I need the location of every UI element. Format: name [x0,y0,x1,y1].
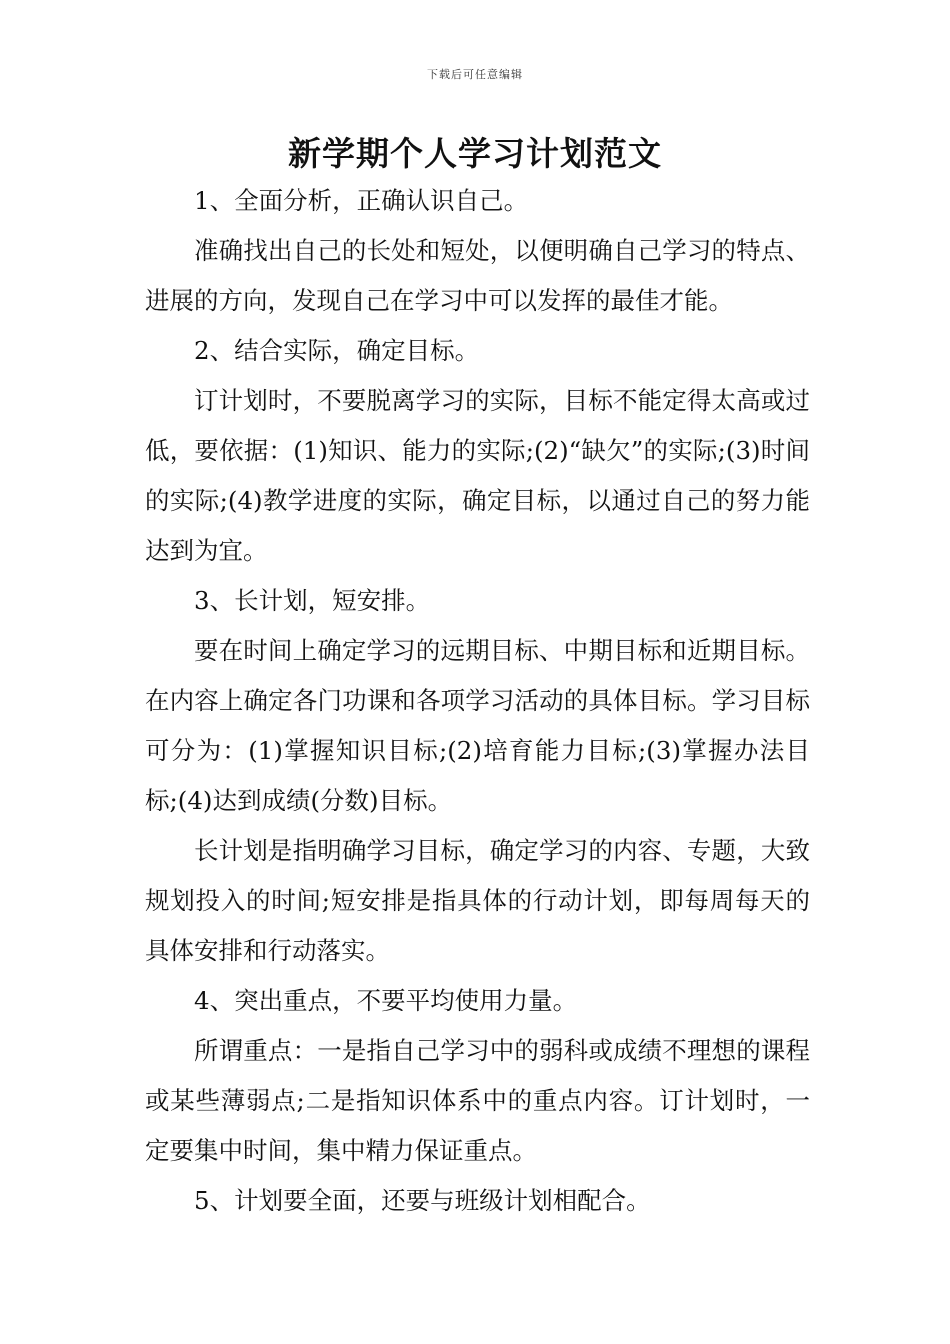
paragraph: 长计划是指明确学习目标，确定学习的内容、专题，大致规划投入的时间;短安排是指具体的行动计划，即每周每天的具体安排和行动落实。 [145,836,810,965]
header-note: 下载后可任意编辑 [427,68,523,81]
section-heading-5: 5、计划要全面，还要与班级计划相配合。 [194,1186,651,1215]
section-heading-3: 3、长计划，短安排。 [194,586,431,615]
paragraph: 要在时间上确定学习的远期目标、中期目标和近期目标。在内容上确定各门功课和各项学习活动的具体目标。学习目标可分为：(1)掌握知识目标;(2)培育能力目标;(3)掌握办法目标;(4)达到成绩(分数)目标。 [145,636,810,815]
paragraph: 准确找出自己的长处和短处，以便明确自己学习的特点、进展的方向，发现自己在学习中可以发挥的最佳才能。 [145,236,810,315]
paragraph: 订计划时，不要脱离学习的实际，目标不能定得太高或过低，要依据：(1)知识、能力的实际;(2)“缺欠”的实际;(3)时间的实际;(4)教学进度的实际，确定目标，以通过自己的努力能达到为宜。 [145,386,810,565]
document-title: 新学期个人学习计划范文 [288,134,662,173]
section-heading-4: 4、突出重点，不要平均使用力量。 [194,986,578,1015]
section-heading-2: 2、结合实际，确定目标。 [194,336,480,365]
section-heading-1: 1、全面分析，正确认识自己。 [194,186,529,215]
paragraph: 所谓重点：一是指自己学习中的弱科或成绩不理想的课程或某些薄弱点;二是指知识体系中的重点内容。订计划时，一定要集中时间，集中精力保证重点。 [145,1036,810,1165]
document-body [145,176,810,1226]
